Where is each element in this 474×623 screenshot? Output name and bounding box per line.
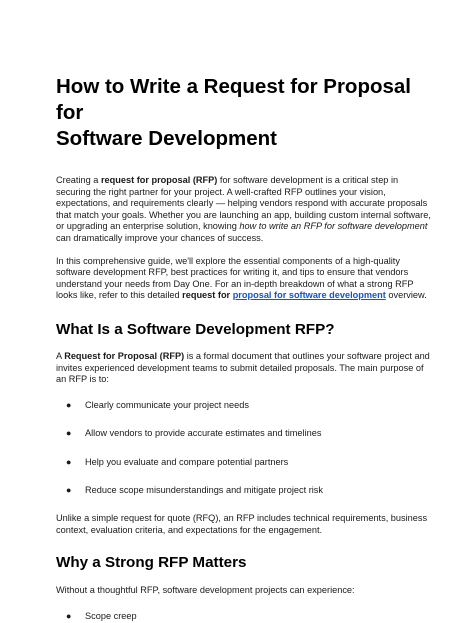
list-item: [56, 400, 434, 412]
intro-text-3: can dramatically improve your chances of success.: [56, 232, 264, 243]
section-heading-what-is: What Is a Software Development RFP?: [56, 320, 335, 338]
risks-list: [56, 611, 434, 623]
title-line-1: How to Write a Request for Proposal for: [56, 75, 411, 124]
without-rfp-paragraph: Without a thoughtful RFP, software development projects can experience:: [56, 585, 355, 596]
list-item: [56, 485, 434, 497]
bullet-icon: ●: [66, 428, 72, 439]
guide-text-2: overview.: [385, 290, 427, 301]
section-heading-why-matters: Why a Strong RFP Matters: [56, 554, 247, 572]
guide-bold: request for: [182, 290, 233, 301]
guide-text-1: In this comprehensive guide, we'll explore the essential components of a high-quality software development RFP, best practices for writing it, and tips to ensure that vendors understand your needs from Day One. For an in-depth breakdown of what a strong RFP looks like, refer to this detailed: [56, 255, 414, 301]
bullet-icon: ●: [66, 456, 72, 467]
def-text-1: A: [56, 350, 65, 361]
bullet-icon: ●: [66, 399, 72, 410]
list-item-text: Help you evaluate and compare potential partners: [85, 456, 289, 467]
def-bold: Request for Proposal (RFP): [64, 350, 185, 361]
intro-paragraph: [56, 175, 434, 245]
rfp-purpose-list: [56, 400, 434, 497]
title-line-2: Software Development: [56, 127, 277, 150]
intro-text-1: Creating a: [56, 175, 101, 185]
list-item-text: Reduce scope misunderstandings and mitigate project risk: [85, 484, 323, 495]
def-text-2: is a formal document that outlines your software project and invites experienced development teams to submit detailed proposals. The main purpose of an RFP is to:: [56, 350, 430, 385]
list-item: [56, 428, 434, 440]
rfq-comparison-paragraph: Unlike a simple request for quote (RFQ), an RFP includes technical requirements, business context, evaluation criteria, and expectations for the engagement.: [56, 513, 428, 535]
list-item: [56, 611, 434, 623]
list-item-text: Clearly communicate your project needs: [85, 399, 249, 410]
intro-bold-rfp: request for proposal (RFP): [100, 175, 218, 185]
rfp-definition-paragraph: [56, 351, 434, 386]
list-item: [56, 457, 434, 469]
list-item-text: Scope creep: [85, 611, 137, 622]
bullet-icon: ●: [66, 611, 72, 622]
bullet-icon: ●: [66, 484, 72, 495]
guide-paragraph: [56, 256, 434, 302]
proposal-link[interactable]: proposal for software development: [232, 290, 386, 301]
document-title: [56, 74, 434, 152]
intro-text-2: for software development is a critical step in securing the right partner for your project. A well-crafted RFP outlines your vision, expectations, and requirements clearly — helping vendors respond with accurate proposals that match your goals. Whether you are launching an app, building custom internal software, or upgrading an enterprise solution, knowing: [56, 175, 431, 232]
list-item-text: Allow vendors to provide accurate estimates and timelines: [85, 428, 322, 439]
intro-italic: how to write an RFP for software development: [239, 221, 428, 232]
